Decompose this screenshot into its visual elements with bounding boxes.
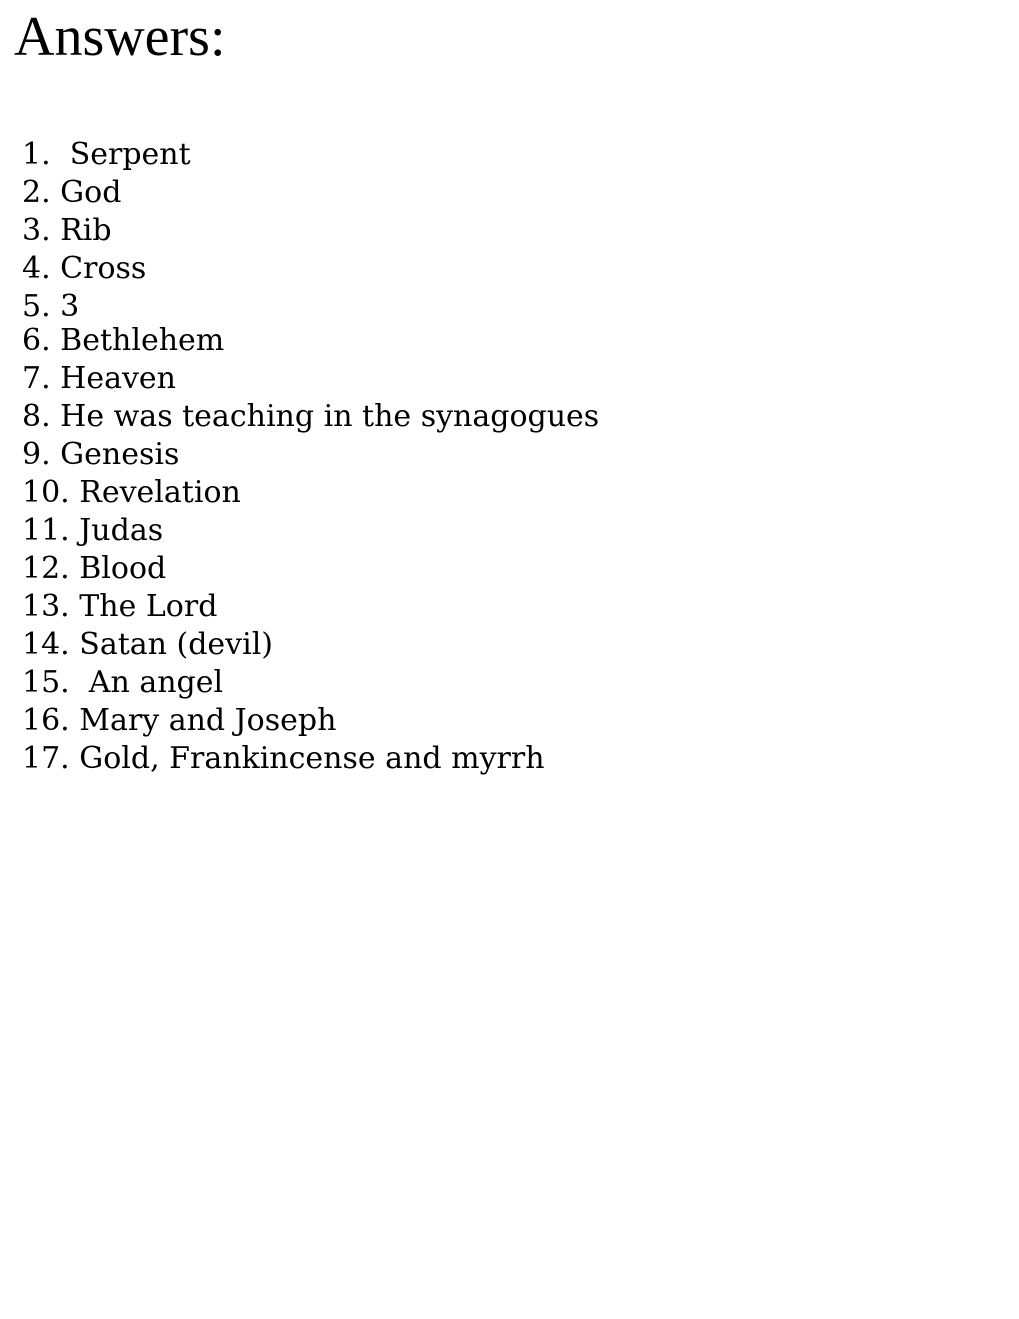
answer-number: 8.	[22, 399, 51, 434]
answer-item	[22, 588, 599, 626]
answer-item	[22, 250, 599, 288]
answer-number: 16.	[22, 703, 70, 738]
answer-text: He was teaching in the synagogues	[60, 399, 600, 434]
answer-text: Heaven	[60, 361, 176, 396]
answer-text: Gold, Frankincense and myrrh	[79, 741, 545, 776]
answer-item	[22, 288, 599, 322]
answer-text: Cross	[60, 251, 147, 286]
page-title: Answers:	[14, 6, 226, 68]
answer-item	[22, 436, 599, 474]
answer-item	[22, 626, 599, 664]
answer-text: Rib	[60, 213, 112, 248]
answer-text: 3	[60, 289, 80, 324]
answer-number: 10.	[22, 475, 70, 510]
answer-text: Mary and Joseph	[79, 703, 337, 738]
answer-text: An angel	[88, 665, 224, 700]
answer-number: 6.	[22, 323, 51, 358]
answer-text: God	[60, 175, 122, 210]
answer-item	[22, 664, 599, 702]
answer-item	[22, 740, 599, 778]
answer-item	[22, 360, 599, 398]
answer-item	[22, 212, 599, 250]
answer-number: 15.	[22, 665, 70, 700]
answer-number: 3.	[22, 213, 51, 248]
answer-text: Blood	[79, 551, 167, 586]
answer-text: Revelation	[79, 475, 241, 510]
answer-number: 7.	[22, 361, 51, 396]
answer-item	[22, 136, 599, 174]
answer-number: 9.	[22, 437, 51, 472]
answer-item	[22, 322, 599, 360]
answer-item	[22, 550, 599, 588]
answer-item	[22, 702, 599, 740]
answer-number: 5.	[22, 289, 51, 324]
answer-number: 2.	[22, 175, 51, 210]
answer-item	[22, 174, 599, 212]
answer-number: 14.	[22, 627, 70, 662]
answer-number: 13.	[22, 589, 70, 624]
answer-text: Genesis	[60, 437, 180, 472]
answer-number: 4.	[22, 251, 51, 286]
answer-item	[22, 398, 599, 436]
answer-text: Serpent	[69, 137, 191, 172]
answer-text: Bethlehem	[60, 323, 225, 358]
answer-text: Satan (devil)	[79, 627, 274, 662]
answer-item	[22, 474, 599, 512]
answer-item	[22, 512, 599, 550]
answer-text: The Lord	[79, 589, 218, 624]
answer-number: 11.	[22, 513, 70, 548]
answer-list	[22, 136, 599, 778]
answer-number: 12.	[22, 551, 70, 586]
answer-text: Judas	[79, 513, 164, 548]
answer-number: 1.	[22, 137, 51, 172]
answer-number: 17.	[22, 741, 70, 776]
